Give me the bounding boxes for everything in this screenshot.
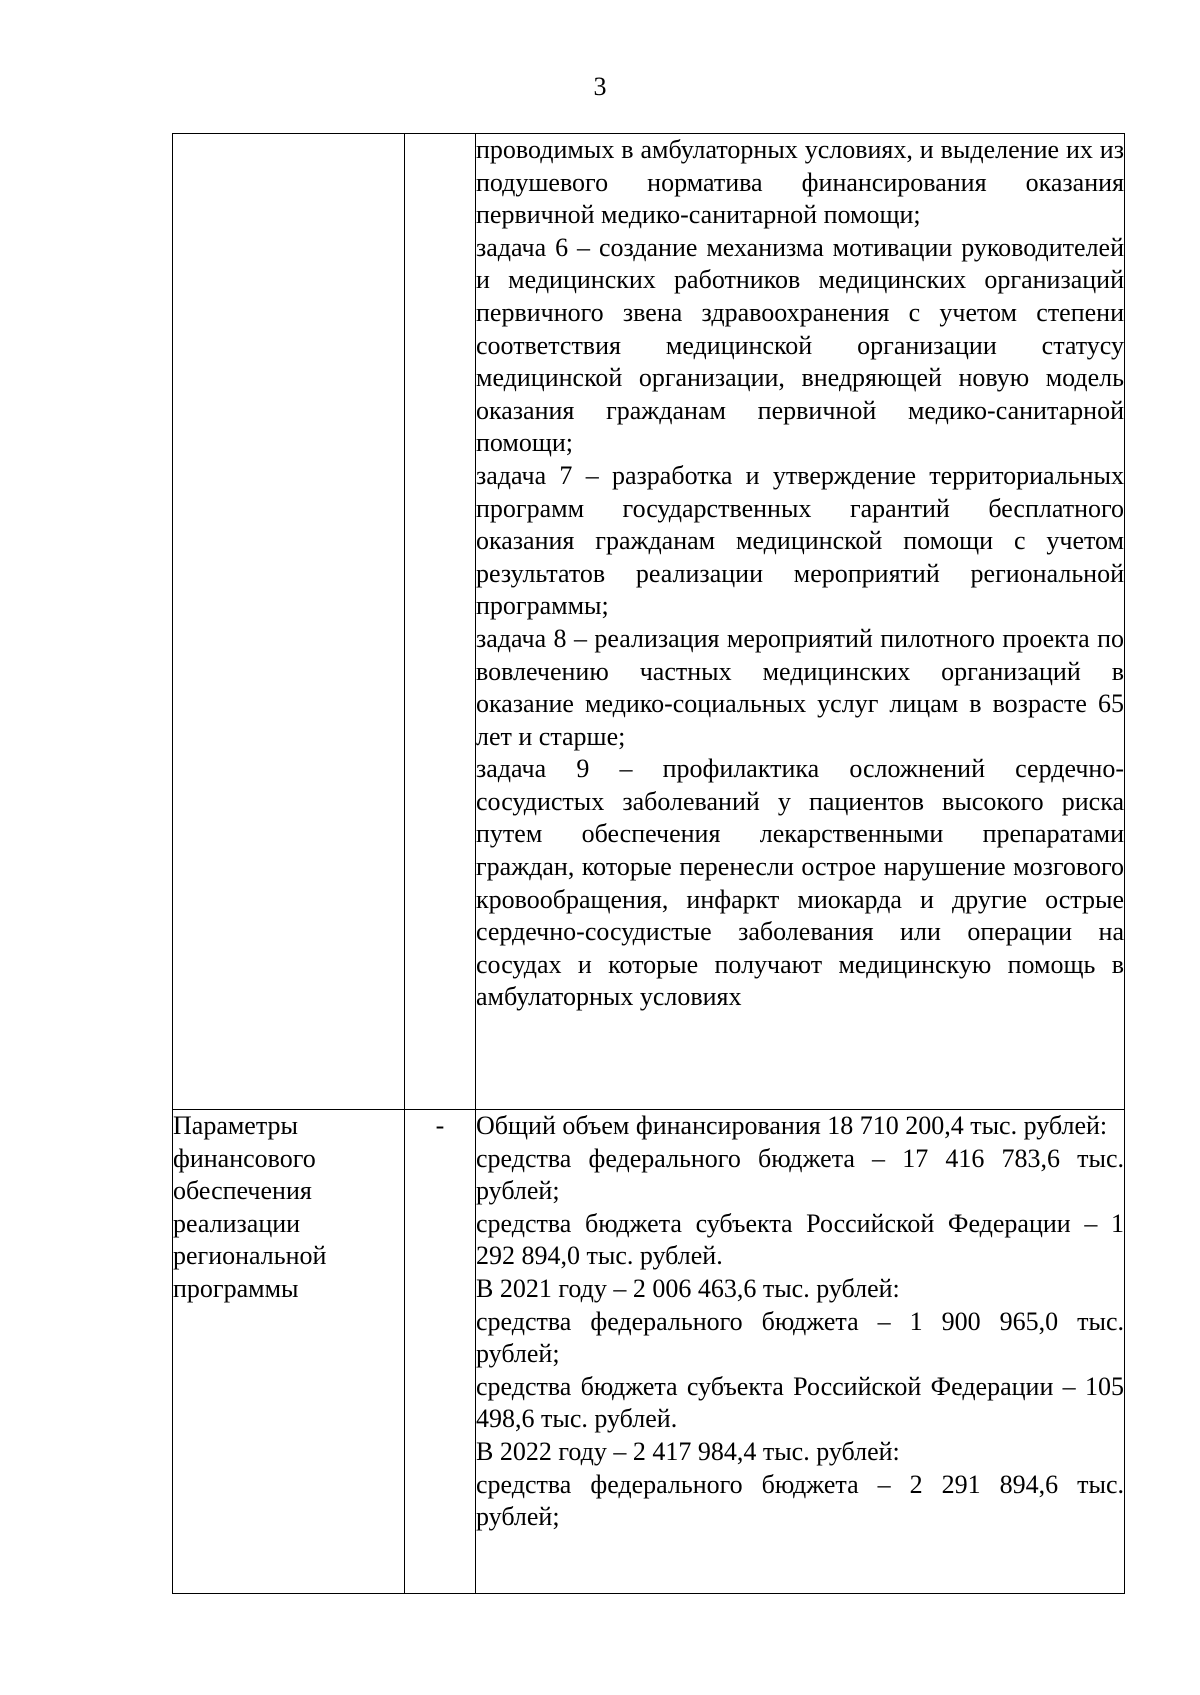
regional-budget-paragraph: средства бюджета субъекта Российской Федерации – 1 292 894,0 тыс. рублей. xyxy=(476,1208,1124,1271)
task-9-paragraph: задача 9 – профилактика осложнений сердечно-сосудистых заболеваний у пациентов высокого риска путем обеспечения лекарственными препаратами граждан, которые перенесли острое нарушение мозгового кровообращения, инфаркт миокарда и другие острые сердечно-сосудистые заболевания или операции на сосудах и которые получают медицинскую помощь в амбулаторных условиях xyxy=(476,754,1124,1012)
total-funding-paragraph: Общий объем финансирования 18 710 200,4 тыс. рублей: xyxy=(476,1111,1108,1140)
year-2021-paragraph: В 2021 году – 2 006 463,6 тыс. рублей: xyxy=(476,1273,900,1303)
row-dash-cell: - xyxy=(405,1110,476,1594)
passport-table xyxy=(172,133,1125,1594)
task-8-paragraph: задача 8 – реализация мероприятий пилотного проекта по вовлечению частных медицинских организаций в оказание медико-социальных услуг лицам в возрасте 65 лет и старше; xyxy=(476,623,1124,751)
row-dash-cell xyxy=(405,134,476,1110)
row-label-cell: Параметры финансового обеспечения реализации региональной программы xyxy=(173,1110,405,1594)
task-7-paragraph: задача 7 – разработка и утверждение территориальных программ государственных гарантий бесплатного оказания гражданам медицинской помощи с учетом результатов реализации мероприятий региональной программы; xyxy=(476,460,1124,621)
table-row xyxy=(173,134,1125,1110)
federal-budget-paragraph: средства федерального бюджета – 17 416 783,6 тыс. рублей; xyxy=(476,1143,1124,1206)
content-paragraph: проводимых в амбулаторных условиях, и выделение их из подушевого норматива финансирования оказания первичной медико-санитарной помощи; xyxy=(476,135,1124,230)
federal-budget-2021-paragraph: средства федерального бюджета – 1 900 965,0 тыс. рублей; xyxy=(476,1306,1124,1369)
table-row xyxy=(173,1110,1125,1594)
regional-budget-2021-paragraph: средства бюджета субъекта Российской Федерации – 105 498,6 тыс. рублей. xyxy=(476,1371,1124,1434)
task-6-paragraph: задача 6 – создание механизма мотивации руководителей и медицинских работников медицинских организаций первичного звена здравоохранения с учетом степени соответствия медицинской организации статусу медицинской организации, внедряющей новую модель оказания гражданам первичной медико-санитарной помощи; xyxy=(476,232,1124,458)
year-2022-paragraph: В 2022 году – 2 417 984,4 тыс. рублей: xyxy=(476,1436,900,1466)
page-number: 3 xyxy=(593,72,607,101)
row-content-cell xyxy=(476,1110,1125,1594)
row-label-cell xyxy=(173,134,405,1110)
federal-budget-2022-paragraph: средства федерального бюджета – 2 291 894,6 тыс. рублей; xyxy=(476,1469,1124,1532)
row-content-cell xyxy=(476,134,1125,1110)
